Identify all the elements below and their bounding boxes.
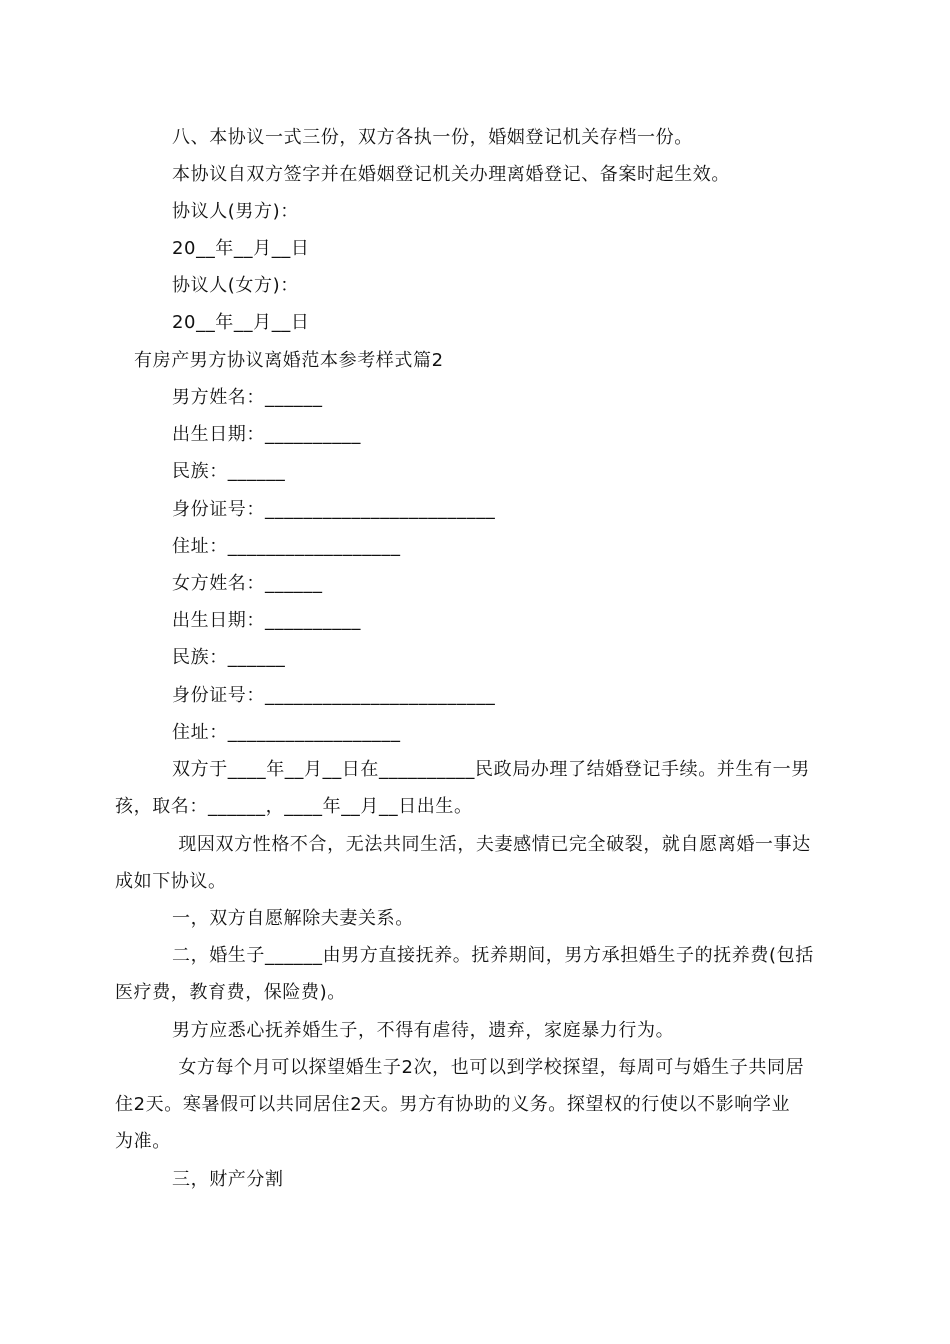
visitation-line3: 为准。	[115, 1131, 171, 1152]
male-id-field: 身份证号：________________________	[172, 499, 496, 520]
female-id-field: 身份证号：________________________	[172, 685, 496, 706]
signatory-male: 协议人(男方)：	[172, 201, 299, 222]
clause-two-line2: 医疗费，教育费，保险费)。	[115, 982, 346, 1003]
male-ethnicity-field: 民族：______	[172, 461, 286, 482]
section-heading: 有房产男方协议离婚范本参考样式篇2	[134, 350, 444, 371]
clause-two-line1: 二，婚生子______由男方直接抚养。抚养期间，男方承担婚生子的抚养费(包括	[172, 945, 814, 966]
visitation-line2: 住2天。寒暑假可以共同居住2天。男方有协助的义务。探望权的行使以不影响学业	[115, 1094, 791, 1115]
female-birthdate-field: 出生日期：__________	[172, 610, 361, 631]
reason-paragraph-line1: 现因双方性格不合，无法共同生活，夫妻感情已完全破裂，就自愿离婚一事达	[172, 834, 811, 855]
date-line-female: 20__年__月__日	[172, 312, 310, 333]
male-birthdate-field: 出生日期：__________	[172, 424, 361, 445]
male-address-field: 住址：__________________	[172, 536, 401, 557]
care-paragraph: 男方应悉心抚养婚生子，不得有虐待，遗弃，家庭暴力行为。	[172, 1020, 675, 1041]
clause-three-heading: 三，财产分割	[172, 1169, 284, 1190]
clause-eight: 八、本协议一式三份，双方各执一份，婚姻登记机关存档一份。	[172, 127, 693, 148]
date-line-male: 20__年__月__日	[172, 238, 310, 259]
female-name-field: 女方姓名：______	[172, 573, 323, 594]
clause-one: 一，双方自愿解除夫妻关系。	[172, 908, 414, 929]
marriage-paragraph-line2: 孩，取名：______，____年__月__日出生。	[115, 796, 473, 817]
reason-paragraph-line2: 成如下协议。	[115, 871, 227, 892]
female-address-field: 住址：__________________	[172, 722, 401, 743]
signatory-female: 协议人(女方)：	[172, 275, 299, 296]
marriage-paragraph-line1: 双方于____年__月__日在__________民政局办理了结婚登记手续。并生有一男	[172, 759, 810, 780]
male-name-field: 男方姓名：______	[172, 387, 323, 408]
effective-clause: 本协议自双方签字并在婚姻登记机关办理离婚登记、备案时起生效。	[172, 164, 730, 185]
female-ethnicity-field: 民族：______	[172, 647, 286, 668]
visitation-line1: 女方每个月可以探望婚生子2次，也可以到学校探望，每周可与婚生子共同居	[172, 1057, 805, 1078]
